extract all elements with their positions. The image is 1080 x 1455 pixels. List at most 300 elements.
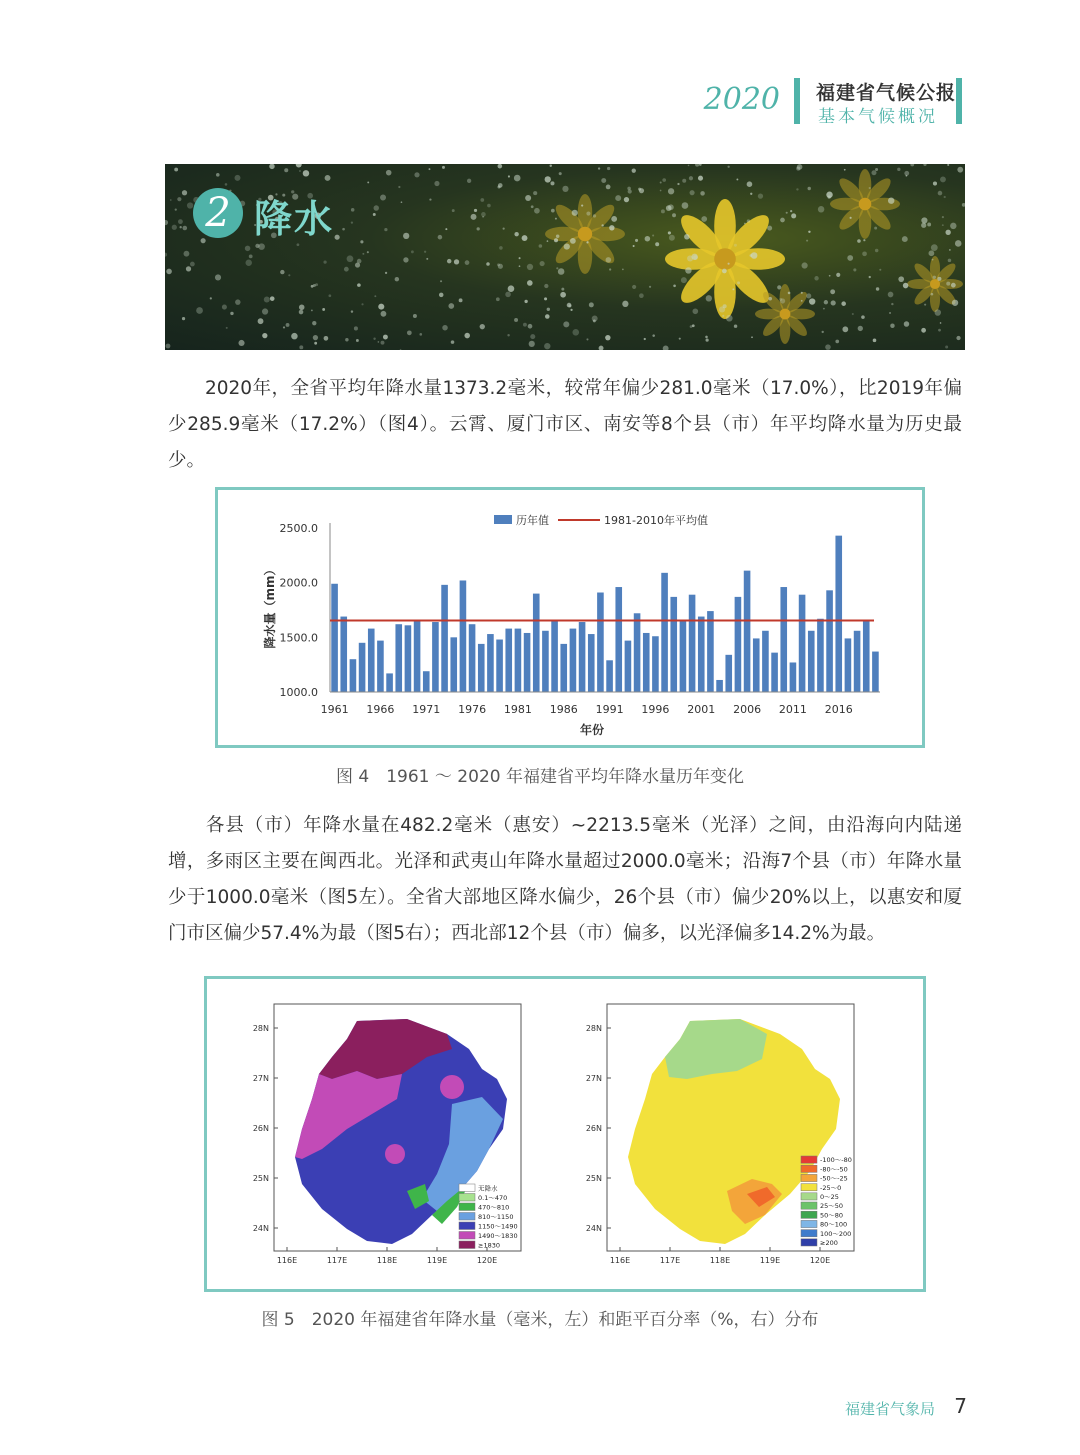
legend-label-mean: 1981-2010年平均值 bbox=[604, 514, 708, 527]
legend-swatch bbox=[801, 1220, 817, 1227]
banner-raindrop bbox=[407, 330, 412, 335]
banner-raindrop bbox=[386, 170, 392, 176]
banner-raindrop bbox=[627, 187, 631, 191]
banner-raindrop bbox=[507, 334, 509, 336]
banner-raindrop bbox=[527, 280, 533, 286]
bar-2005 bbox=[735, 597, 742, 692]
banner-raindrop bbox=[374, 295, 376, 297]
banner-raindrop bbox=[345, 338, 348, 341]
banner-raindrop bbox=[679, 338, 681, 340]
banner-raindrop bbox=[545, 314, 550, 319]
banner-raindrop bbox=[677, 183, 679, 185]
banner-raindrop bbox=[719, 306, 725, 312]
banner-raindrop bbox=[734, 244, 737, 247]
banner-raindrop bbox=[699, 164, 702, 166]
legend-swatch bbox=[459, 1241, 475, 1249]
banner-raindrop bbox=[170, 199, 172, 201]
legend-label: 25～50 bbox=[820, 1202, 844, 1211]
header-divider-right bbox=[956, 78, 962, 124]
banner-raindrop bbox=[299, 310, 304, 315]
banner-raindrop bbox=[400, 349, 402, 350]
banner-raindrop bbox=[788, 292, 791, 295]
bar-1998 bbox=[670, 597, 677, 692]
banner-raindrop bbox=[904, 321, 909, 326]
section-title: 降水 bbox=[254, 197, 335, 241]
banner-raindrop bbox=[529, 341, 535, 347]
banner-raindrop bbox=[172, 225, 177, 230]
banner-raindrop bbox=[299, 170, 301, 172]
banner-raindrop bbox=[564, 243, 570, 249]
banner-raindrop bbox=[280, 270, 284, 274]
banner-raindrop bbox=[342, 228, 345, 231]
banner-raindrop bbox=[381, 341, 385, 345]
banner-raindrop bbox=[524, 300, 527, 303]
banner-raindrop bbox=[354, 326, 358, 330]
legend-label: 无降水 bbox=[478, 1184, 498, 1193]
banner-raindrop bbox=[401, 201, 403, 203]
banner-raindrop bbox=[530, 334, 535, 339]
banner-raindrop bbox=[445, 228, 447, 230]
banner-raindrop bbox=[955, 240, 962, 247]
lat-label: 27N bbox=[585, 1074, 602, 1083]
banner-raindrop bbox=[347, 255, 354, 262]
legend-label: 50～80 bbox=[820, 1211, 844, 1220]
banner-raindrop bbox=[545, 176, 551, 182]
banner-raindrop bbox=[957, 167, 963, 173]
banner-raindrop bbox=[452, 209, 455, 212]
banner-raindrop bbox=[732, 288, 734, 290]
banner-raindrop bbox=[439, 293, 444, 298]
legend-label: 0～25 bbox=[820, 1193, 839, 1201]
legend-label: 100～200 bbox=[820, 1229, 852, 1238]
banner-raindrop bbox=[801, 292, 803, 294]
banner-raindrop bbox=[556, 234, 559, 237]
banner-raindrop bbox=[690, 190, 695, 195]
bar-2015 bbox=[826, 590, 833, 692]
banner-raindrop bbox=[929, 250, 935, 256]
banner-raindrop bbox=[876, 287, 879, 290]
x-axis-label: 年份 bbox=[579, 723, 605, 737]
banner-raindrop bbox=[923, 164, 926, 166]
banner-raindrop bbox=[942, 224, 944, 226]
banner-raindrop bbox=[434, 181, 439, 186]
banner-raindrop bbox=[525, 195, 531, 201]
lat-label: 28N bbox=[585, 1024, 602, 1033]
banner-raindrop bbox=[424, 251, 426, 253]
banner-raindrop bbox=[186, 266, 191, 271]
legend-swatch bbox=[801, 1211, 817, 1218]
banner-raindrop bbox=[593, 319, 596, 322]
paragraph-1-text: 2020年，全省平均年降水量1373.2毫米，较常年偏少281.0毫米（17.0%），比2019年偏少285.9毫米（17.2%）（图4）。云霄、厦门市区、南安等8个县（市）年平均降水量为历史最少。 bbox=[168, 378, 962, 471]
banner-raindrop bbox=[808, 187, 811, 190]
banner-raindrop bbox=[486, 262, 490, 266]
banner-raindrop bbox=[862, 251, 867, 256]
banner-raindrop bbox=[663, 345, 669, 350]
banner-raindrop bbox=[378, 341, 380, 343]
bar-1969 bbox=[405, 625, 412, 692]
banner-raindrop bbox=[440, 280, 442, 282]
bar-1984 bbox=[542, 631, 549, 692]
banner-raindrop bbox=[499, 246, 503, 250]
body-paragraph-1 bbox=[168, 371, 962, 479]
right-map bbox=[586, 1004, 854, 1265]
banner-raindrop bbox=[777, 285, 781, 289]
banner-raindrop bbox=[940, 176, 946, 182]
banner-raindrop bbox=[874, 227, 877, 230]
banner-raindrop bbox=[693, 255, 698, 260]
banner-raindrop bbox=[599, 346, 604, 350]
banner-raindrop bbox=[903, 283, 909, 289]
banner-raindrop bbox=[910, 164, 914, 166]
banner-raindrop bbox=[249, 254, 253, 258]
banner-raindrop bbox=[551, 209, 555, 213]
banner-raindrop bbox=[351, 222, 353, 224]
banner-raindrop bbox=[655, 242, 659, 246]
bar-1979 bbox=[496, 640, 503, 692]
banner-raindrop bbox=[797, 164, 803, 170]
banner-raindrop bbox=[751, 336, 753, 338]
banner-raindrop bbox=[786, 212, 788, 214]
banner-raindrop bbox=[744, 223, 746, 225]
banner-raindrop bbox=[818, 206, 824, 212]
banner-raindrop bbox=[554, 238, 558, 242]
banner-raindrop bbox=[177, 197, 181, 201]
banner-raindrop bbox=[660, 190, 662, 192]
legend-swatch bbox=[801, 1230, 817, 1237]
banner-raindrop bbox=[609, 225, 614, 230]
banner-raindrop bbox=[335, 235, 340, 240]
lon-label: 119E bbox=[759, 1256, 781, 1265]
legend-swatch bbox=[459, 1222, 475, 1230]
banner-raindrop bbox=[238, 340, 244, 346]
banner-raindrop bbox=[921, 328, 926, 333]
lon-label: 118E bbox=[709, 1256, 731, 1265]
paragraph-2-text: 各县（市）年降水量在482.2毫米（惠安）~2213.5毫米（光泽）之间，由沿海向内陆递增，多雨区主要在闽西北。光泽和武夷山年降水量超过2000.0毫米；沿海7个县（市）年降水量少于1000.0毫米（图5左）。全省大部地区降水偏少，26个县（市）偏少20%以上，以惠安和厦门市区偏少57.4%为最（图5右）；西北部12个县（市）偏多，以光泽偏多14.2%为最。 bbox=[168, 815, 962, 944]
banner-raindrop bbox=[497, 185, 500, 188]
banner-raindrop bbox=[951, 283, 956, 288]
banner-raindrop bbox=[367, 251, 369, 253]
bar-1995 bbox=[643, 633, 650, 692]
banner-raindrop bbox=[940, 322, 942, 324]
banner-flower bbox=[545, 194, 625, 274]
banner-raindrop bbox=[945, 230, 950, 235]
banner-raindrop bbox=[523, 323, 527, 327]
banner-raindrop bbox=[841, 301, 846, 306]
banner-raindrop bbox=[465, 260, 470, 265]
figure-5-frame bbox=[204, 976, 926, 1292]
legend-label: ≥1830 bbox=[478, 1241, 500, 1250]
banner-raindrop bbox=[262, 333, 267, 338]
lon-label: 116E bbox=[276, 1256, 298, 1265]
banner-flower bbox=[755, 284, 815, 344]
bar-1990 bbox=[597, 593, 604, 692]
banner-raindrop bbox=[682, 179, 686, 183]
banner-raindrop bbox=[850, 217, 852, 219]
legend-label: 1150～1490 bbox=[478, 1222, 518, 1231]
banner-raindrop bbox=[561, 288, 564, 291]
banner-raindrop bbox=[750, 193, 752, 195]
banner-raindrop bbox=[459, 298, 463, 302]
banner-raindrop bbox=[601, 224, 603, 226]
bar-1964 bbox=[359, 643, 366, 692]
banner-raindrop bbox=[166, 344, 171, 349]
banner-raindrop bbox=[685, 267, 691, 273]
banner-raindrop bbox=[544, 343, 550, 349]
banner-raindrop bbox=[652, 334, 655, 337]
legend-label: 1490～1830 bbox=[478, 1232, 518, 1240]
bar-1961 bbox=[331, 584, 338, 692]
bar-2000 bbox=[689, 595, 696, 692]
banner-raindrop bbox=[245, 260, 251, 266]
banner-raindrop bbox=[480, 198, 484, 202]
banner-raindrop bbox=[645, 236, 651, 242]
banner-raindrop bbox=[508, 285, 515, 292]
banner-raindrop bbox=[395, 277, 399, 281]
banner-raindrop bbox=[312, 321, 316, 325]
legend-label: 470～810 bbox=[478, 1203, 510, 1212]
banner-raindrop bbox=[291, 333, 297, 339]
bar-1970 bbox=[414, 621, 421, 692]
banner-raindrop bbox=[690, 325, 693, 328]
banner-raindrop bbox=[688, 165, 690, 167]
banner-raindrop bbox=[921, 223, 926, 228]
banner-raindrop bbox=[403, 233, 409, 239]
banner-raindrop bbox=[633, 245, 635, 247]
banner-raindrop bbox=[734, 324, 737, 327]
banner-raindrop bbox=[296, 164, 302, 168]
bar-1982 bbox=[524, 633, 531, 692]
banner-raindrop bbox=[447, 259, 451, 263]
lat-label: 24N bbox=[585, 1224, 602, 1233]
banner-raindrop bbox=[888, 292, 894, 298]
y-tick-label: 2000.0 bbox=[279, 576, 318, 590]
legend-swatch bbox=[801, 1165, 817, 1172]
banner-raindrop bbox=[586, 211, 590, 215]
lat-label: 25N bbox=[252, 1174, 269, 1183]
bar-1963 bbox=[350, 659, 357, 692]
banner-raindrop bbox=[572, 329, 579, 336]
banner-raindrop bbox=[853, 268, 856, 271]
banner-raindrop bbox=[727, 166, 729, 168]
x-tick-label: 2011 bbox=[778, 703, 807, 716]
banner-raindrop bbox=[182, 226, 187, 231]
banner-raindrop bbox=[547, 308, 550, 311]
x-tick-label: 1971 bbox=[412, 703, 441, 716]
banner-raindrop bbox=[178, 219, 183, 224]
banner-raindrop bbox=[888, 197, 894, 203]
precipitation-bar-chart bbox=[218, 490, 922, 745]
lon-label: 117E bbox=[659, 1256, 681, 1265]
banner-raindrop bbox=[932, 259, 934, 261]
bar-1992 bbox=[615, 587, 622, 692]
banner-raindrop bbox=[570, 309, 572, 311]
legend-swatch bbox=[801, 1193, 817, 1200]
banner-raindrop bbox=[808, 231, 810, 233]
banner-raindrop bbox=[726, 315, 733, 322]
bar-2003 bbox=[716, 680, 723, 692]
banner-raindrop bbox=[299, 345, 303, 349]
banner-raindrop bbox=[902, 236, 908, 242]
lat-label: 28N bbox=[252, 1024, 269, 1033]
banner-raindrop bbox=[835, 340, 839, 344]
banner-raindrop bbox=[933, 276, 936, 279]
banner-raindrop bbox=[442, 325, 447, 330]
banner-raindrop bbox=[791, 213, 796, 218]
banner-raindrop bbox=[165, 253, 167, 257]
banner-raindrop bbox=[419, 333, 422, 336]
banner-raindrop bbox=[830, 289, 835, 294]
banner-raindrop bbox=[875, 249, 878, 252]
banner-raindrop bbox=[622, 269, 624, 271]
banner-raindrop bbox=[514, 232, 518, 236]
left-map-spot-1 bbox=[440, 1075, 464, 1099]
banner-raindrop bbox=[644, 338, 646, 340]
banner-raindrop bbox=[687, 255, 693, 261]
bar-1986 bbox=[560, 644, 567, 692]
banner-raindrop bbox=[652, 234, 654, 236]
banner-raindrop bbox=[938, 191, 943, 196]
legend-label: -80～-50 bbox=[820, 1165, 848, 1174]
banner-raindrop bbox=[831, 300, 836, 305]
banner-raindrop bbox=[737, 281, 740, 284]
bar-1983 bbox=[533, 594, 540, 692]
bar-1965 bbox=[368, 629, 375, 692]
banner-raindrop bbox=[179, 226, 181, 228]
banner-raindrop bbox=[890, 324, 894, 328]
legend-swatch bbox=[801, 1156, 817, 1163]
bar-1974 bbox=[450, 637, 457, 692]
banner-raindrop bbox=[534, 208, 540, 214]
banner-raindrop bbox=[944, 196, 946, 198]
bar-1987 bbox=[570, 629, 577, 692]
figure-4-caption: 图 4 1961 ～ 2020 年福建省平均年降水量历年变化 bbox=[336, 767, 744, 787]
banner-raindrop bbox=[438, 235, 443, 240]
y-axis-label: 降水量（mm） bbox=[263, 563, 277, 649]
banner-raindrop bbox=[898, 276, 904, 282]
banner-raindrop bbox=[681, 277, 687, 283]
banner-raindrop bbox=[904, 171, 909, 176]
bar-1971 bbox=[423, 671, 430, 692]
banner-raindrop bbox=[503, 228, 505, 230]
banner-raindrop bbox=[751, 252, 758, 259]
lat-label: 26N bbox=[585, 1124, 602, 1133]
banner-raindrop bbox=[844, 169, 846, 171]
banner-raindrop bbox=[689, 176, 693, 180]
banner-raindrop bbox=[962, 203, 965, 207]
banner-raindrop bbox=[174, 168, 178, 172]
banner-raindrop bbox=[736, 179, 738, 181]
banner-raindrop bbox=[182, 190, 187, 195]
banner-raindrop bbox=[313, 284, 316, 287]
banner-raindrop bbox=[927, 222, 931, 226]
banner-raindrop bbox=[210, 297, 212, 299]
banner-raindrop bbox=[385, 272, 387, 274]
bar-1968 bbox=[395, 624, 402, 692]
banner-raindrop bbox=[682, 202, 689, 209]
banner-raindrop bbox=[879, 269, 881, 271]
banner-raindrop bbox=[722, 269, 727, 274]
banner-raindrop bbox=[706, 338, 709, 341]
bar-2006 bbox=[744, 571, 751, 692]
banner-raindrop bbox=[448, 303, 454, 309]
legend-swatch bbox=[801, 1239, 817, 1246]
banner-raindrop bbox=[638, 188, 641, 191]
banner-raindrop bbox=[700, 191, 705, 196]
banner-raindrop bbox=[639, 293, 644, 298]
banner-raindrop bbox=[609, 268, 611, 270]
banner-raindrop bbox=[544, 284, 548, 288]
banner-raindrop bbox=[695, 164, 699, 167]
y-tick-label: 1500.0 bbox=[279, 631, 318, 645]
banner-raindrop bbox=[921, 217, 927, 223]
legend-label: 0.1～470 bbox=[478, 1194, 508, 1202]
banner-raindrop bbox=[487, 204, 491, 208]
banner-raindrop bbox=[869, 187, 871, 189]
banner-raindrop bbox=[822, 331, 824, 333]
banner-raindrop bbox=[235, 299, 240, 304]
header-subtitle: 基本气候概况 bbox=[818, 107, 938, 127]
banner-raindrop bbox=[496, 297, 500, 301]
banner-raindrop bbox=[563, 321, 569, 327]
banner-raindrop bbox=[806, 293, 811, 298]
bar-2004 bbox=[725, 655, 732, 692]
banner-raindrop bbox=[373, 337, 375, 339]
banner-raindrop bbox=[508, 175, 510, 177]
banner-raindrop bbox=[581, 205, 583, 207]
banner-raindrop bbox=[471, 214, 477, 220]
banner-raindrop bbox=[222, 305, 227, 310]
bar-1991 bbox=[606, 660, 613, 692]
bar-2018 bbox=[854, 631, 861, 692]
banner-raindrop bbox=[539, 244, 543, 248]
banner-raindrop bbox=[672, 213, 676, 217]
banner-raindrop bbox=[747, 181, 753, 187]
bar-2009 bbox=[771, 653, 778, 692]
banner-raindrop bbox=[429, 168, 431, 170]
banner-raindrop bbox=[722, 315, 724, 317]
banner-raindrop bbox=[454, 259, 459, 264]
figure-4-frame bbox=[215, 487, 925, 748]
banner-raindrop bbox=[311, 309, 313, 311]
bar-1972 bbox=[432, 622, 439, 692]
banner-raindrop bbox=[598, 167, 600, 169]
banner-raindrop bbox=[442, 166, 445, 169]
legend-swatch bbox=[459, 1213, 475, 1221]
banner-raindrop bbox=[550, 164, 552, 166]
banner-raindrop bbox=[533, 191, 537, 195]
banner-raindrop bbox=[527, 264, 533, 270]
banner-raindrop bbox=[313, 335, 318, 340]
banner-raindrop bbox=[635, 239, 638, 242]
bar-1962 bbox=[340, 617, 347, 692]
bar-1975 bbox=[460, 580, 467, 692]
y-tick-label: 2500.0 bbox=[279, 522, 318, 535]
bar-1997 bbox=[661, 573, 668, 692]
bar-1973 bbox=[441, 585, 448, 692]
banner-raindrop bbox=[361, 303, 363, 305]
header-divider-left bbox=[794, 78, 800, 124]
banner-raindrop bbox=[931, 244, 938, 251]
bar-1989 bbox=[588, 634, 595, 692]
bar-2011 bbox=[790, 662, 797, 692]
lat-label: 24N bbox=[252, 1224, 269, 1233]
banner-raindrop bbox=[245, 246, 251, 252]
legend-swatch bbox=[459, 1194, 475, 1202]
banner-raindrop bbox=[801, 300, 803, 302]
banner-raindrop bbox=[558, 268, 565, 275]
bar-1999 bbox=[680, 621, 687, 692]
banner-raindrop bbox=[175, 209, 177, 211]
